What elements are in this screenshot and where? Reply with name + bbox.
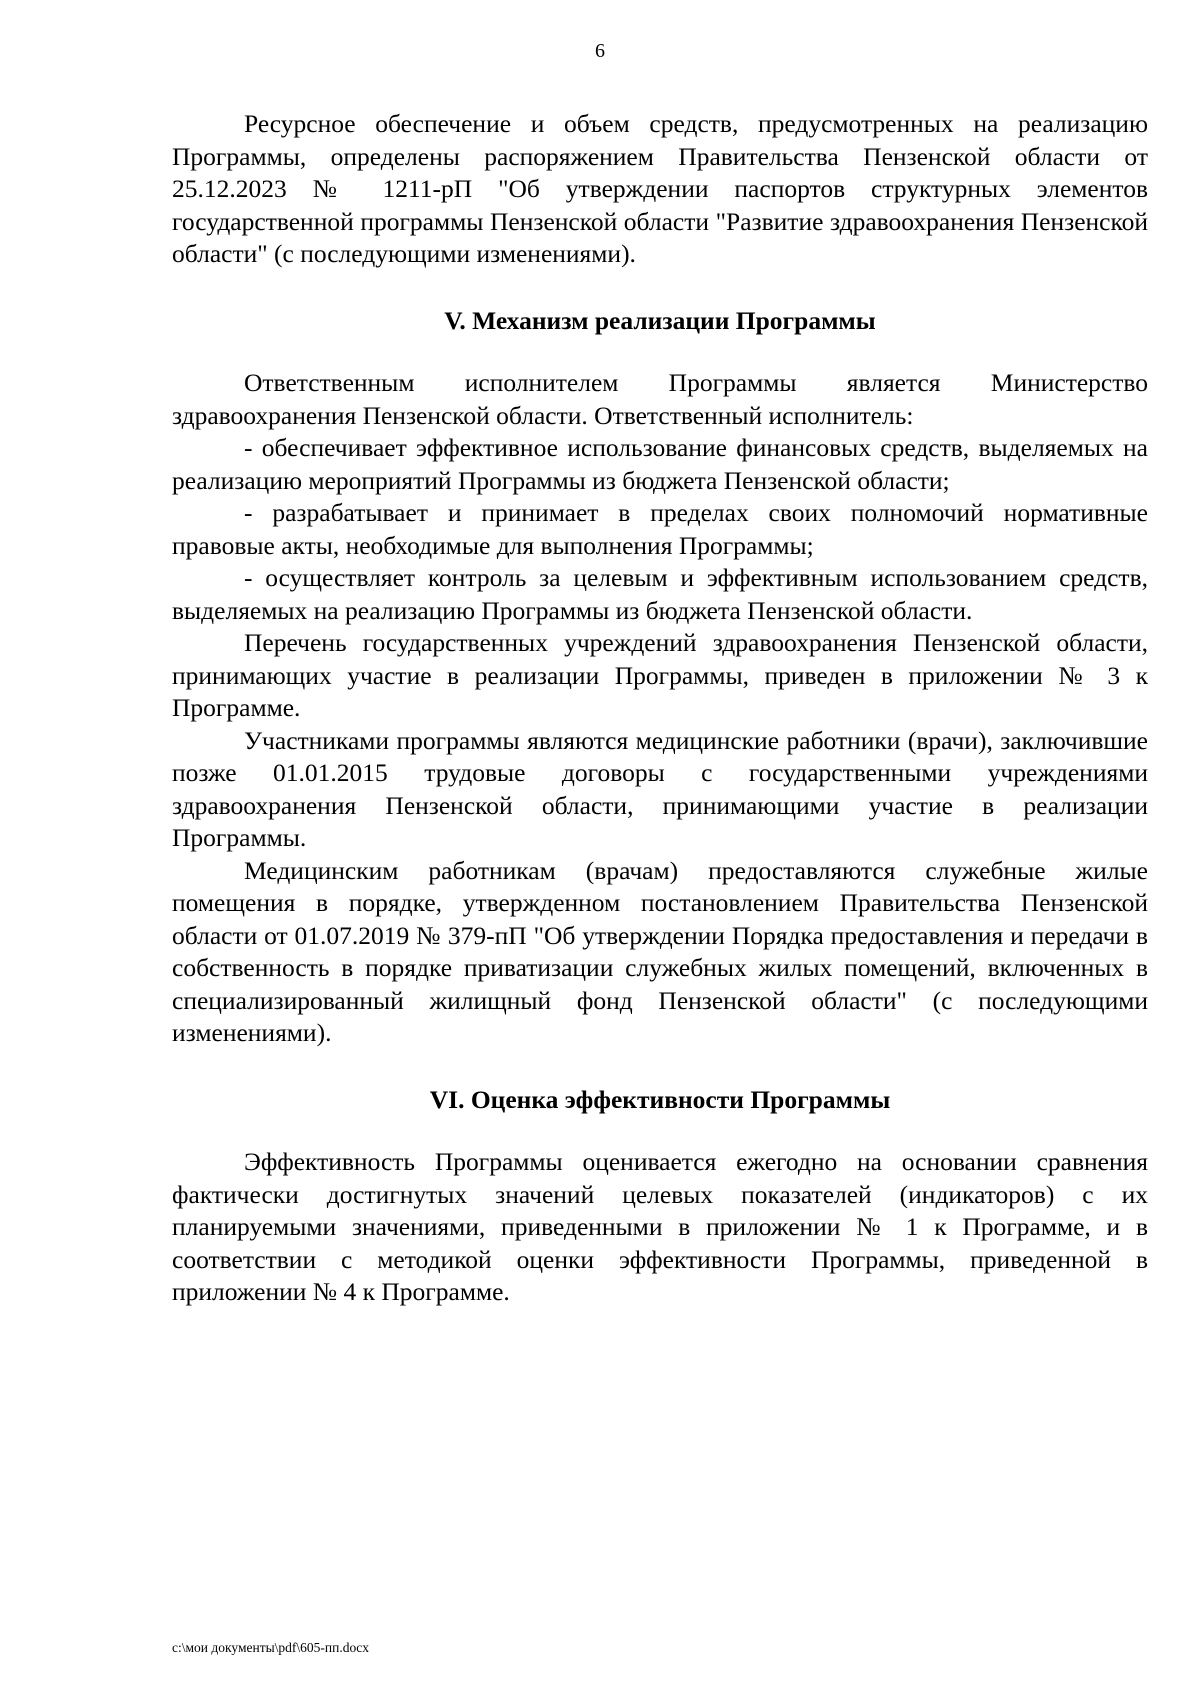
- section-v-paragraph: Участниками программы являются медицинские работники (врачи), заключившие позже 01.01.2015 трудовые договоры с государственными учреждениями здравоохранения Пензенской области, принимающими участие в реализации Программы.: [172, 725, 1148, 852]
- section-v-paragraph: Медицинским работникам (врачам) предоставляются служебные жилые помещения в порядке, утвержденном постановлением Правительства Пензенской области от 01.07.2019 № 379-пП "Об утверждении Порядка предоставления и передачи в собственность в порядке приватизации служебных жилых помещений, включенных в специализированный жилищный фонд Пензенской области" (с последующими изменениями).: [172, 855, 1148, 1047]
- page-number: 6: [595, 40, 605, 62]
- spacer: [172, 271, 1148, 305]
- section-vi-paragraph: Эффективность Программы оценивается ежегодно на основании сравнения фактически достигнутых значений целевых показателей (индикаторов) с их планируемыми значениями, приведенными в приложении № 1 к Программе, и в соответствии с методикой оценки эффективности Программы, приведенной в приложении № 4 к Программе.: [172, 1147, 1148, 1306]
- spacer: [172, 1050, 1148, 1084]
- section-v-paragraph: Перечень государственных учреждений здравоохранения Пензенской области, принимающих участие в реализации Программы, приведен в приложении № 3 к Программе.: [172, 628, 1148, 722]
- section-v-paragraph: Ответственным исполнителем Программы является Министерство здравоохранения Пензенской области. Ответственный исполнитель:: [172, 368, 1148, 430]
- section-v-paragraph: - разрабатывает и принимает в пределах своих полномочий нормативные правовые акты, необходимые для выполнения Программы;: [172, 498, 1148, 560]
- section-vi-heading: VI. Оценка эффективности Программы: [429, 1084, 891, 1114]
- resources-paragraph: Ресурсное обеспечение и объем средств, предусмотренных на реализацию Программы, определены распоряжением Правительства Пензенской области от 25.12.2023 № 1211-рП "Об утверждении паспортов структурных элементов государственной программы Пензенской области "Развитие здравоохранения Пензенской области" (с последующими изменениями).: [172, 109, 1148, 268]
- section-v-paragraph: - осуществляет контроль за целевым и эффективным использованием средств, выделяемых на реализацию Программы из бюджета Пензенской области.: [172, 563, 1148, 625]
- section-v-heading: V. Механизм реализации Программы: [444, 305, 876, 335]
- footer-file-path: c:\мои документы\pdf\605-пп.docx: [172, 1640, 369, 1655]
- spacer: [172, 337, 1148, 367]
- document-body: [172, 108, 1148, 1309]
- spacer: [172, 1116, 1148, 1146]
- section-v-paragraph: - обеспечивает эффективное использование финансовых средств, выделяемых на реализацию мероприятий Программы из бюджета Пензенской области;: [172, 433, 1148, 495]
